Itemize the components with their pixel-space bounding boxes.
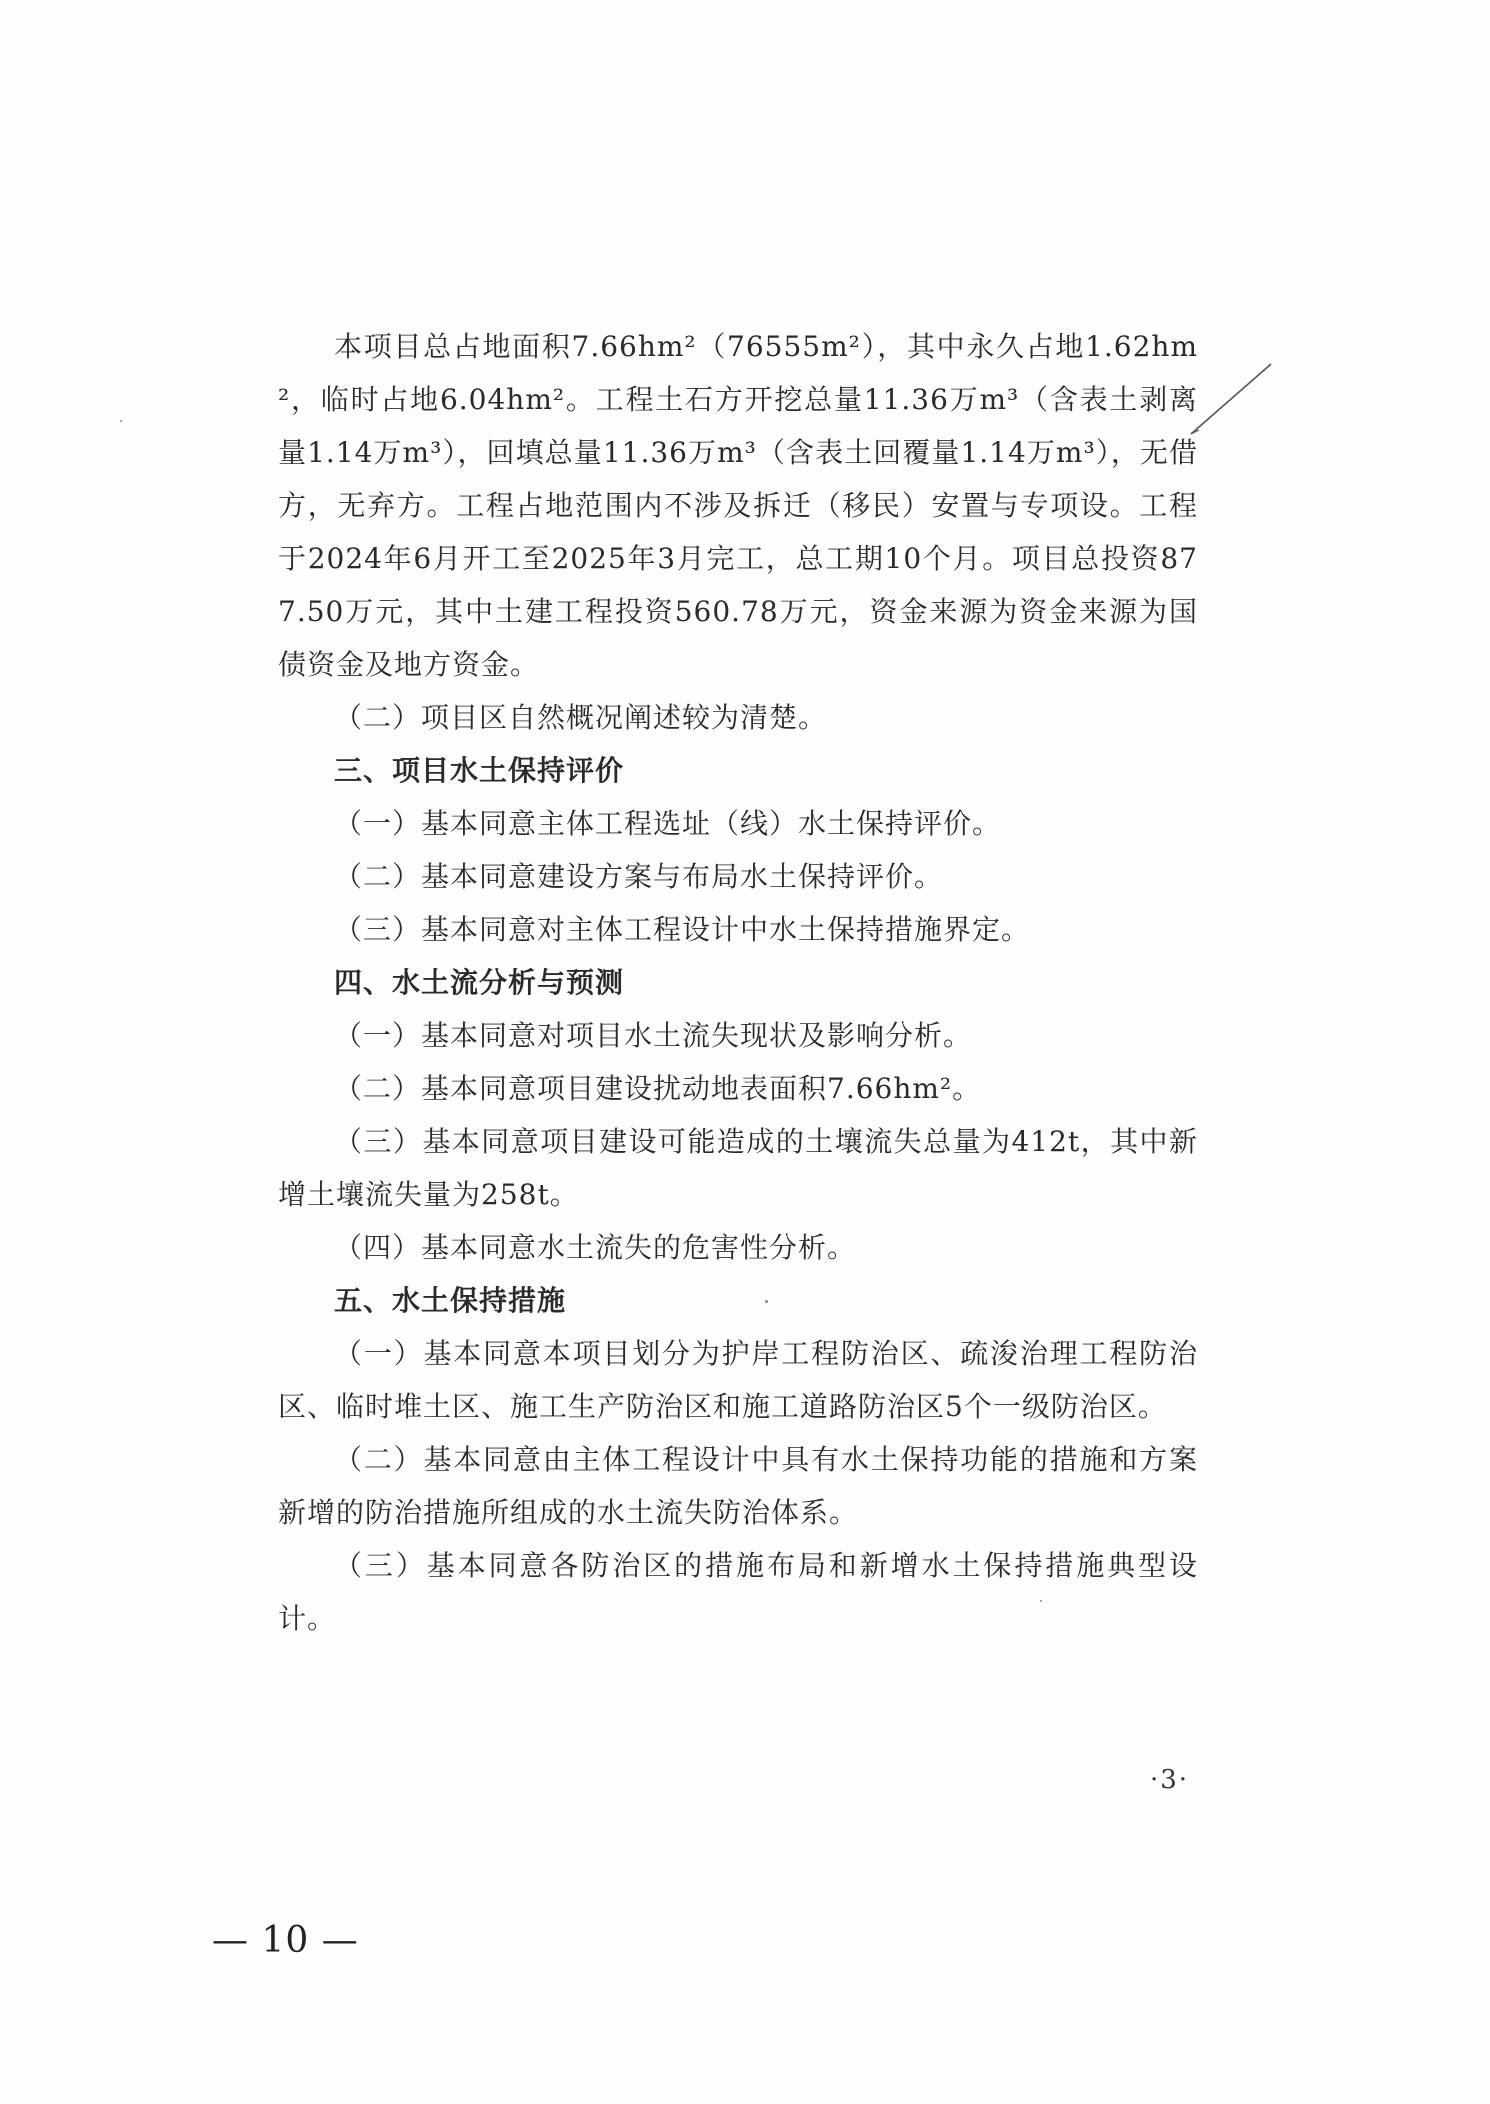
paragraph-3-1: （一）基本同意主体工程选址（线）水土保持评价。 xyxy=(334,807,1002,840)
paragraph-3-2: （二）基本同意建设方案与布局水土保持评价。 xyxy=(334,860,944,893)
paragraph-5-2: （二）基本同意由主体工程设计中具有水土保持功能的措施和方案新增的防治措施所组成的水土流失防治体系。 xyxy=(278,1443,1198,1529)
document-body xyxy=(278,320,1198,1645)
paragraph-5-1: （一）基本同意本项目划分为护岸工程防治区、疏浚治理工程防治区、临时堆土区、施工生产防治区和施工道路防治区5个一级防治区。 xyxy=(278,1337,1198,1423)
scan-speck xyxy=(120,420,122,422)
heading-section-3: 三、项目水土保持评价 xyxy=(334,754,625,787)
scan-speck xyxy=(1040,1600,1042,1602)
paragraph-3-3: （三）基本同意对主体工程设计中水土保持措施界定。 xyxy=(334,913,1031,946)
scan-speck xyxy=(765,1300,768,1303)
paragraph-4-2: （二）基本同意项目建设扰动地表面积7.66hm²。 xyxy=(334,1072,982,1105)
paragraph-4-1: （一）基本同意对项目水土流失现状及影响分析。 xyxy=(334,1019,973,1052)
paragraph-project-overview: 本项目总占地面积7.66hm²（76555m²），其中永久占地1.62hm²，临时占地6.04hm²。工程土石方开挖总量11.36万m³（含表土剥离量1.14万m³），回填总量11.36万m³（含表土回覆量1.14万m³），无借方，无弃方。工程占地范围内不涉及拆迁（移民）安置与专项设。工程于2024年6月开工至2025年3月完工，总工期10个月。项目总投资877.50万元，其中土建工程投资560.78万元，资金来源为资金来源为国债资金及地方资金。 xyxy=(278,330,1198,681)
paragraph-5-3: （三）基本同意各防治区的措施布局和新增水土保持措施典型设计。 xyxy=(278,1549,1198,1635)
heading-section-5: 五、水土保持措施 xyxy=(334,1284,567,1317)
paragraph-4-3: （三）基本同意项目建设可能造成的土壤流失总量为412t，其中新增土壤流失量为258t。 xyxy=(278,1125,1198,1211)
paragraph-4-4: （四）基本同意水土流失的危害性分析。 xyxy=(334,1231,857,1264)
outer-page-number: — 10 — xyxy=(212,1920,359,1961)
heading-section-4: 四、水土流分析与预测 xyxy=(334,966,625,999)
inner-page-number: ·3· xyxy=(1150,1765,1190,1795)
paragraph-natural-conditions: （二）项目区自然概况阐述较为清楚。 xyxy=(334,701,828,734)
pen-stroke-mark xyxy=(1185,360,1275,440)
